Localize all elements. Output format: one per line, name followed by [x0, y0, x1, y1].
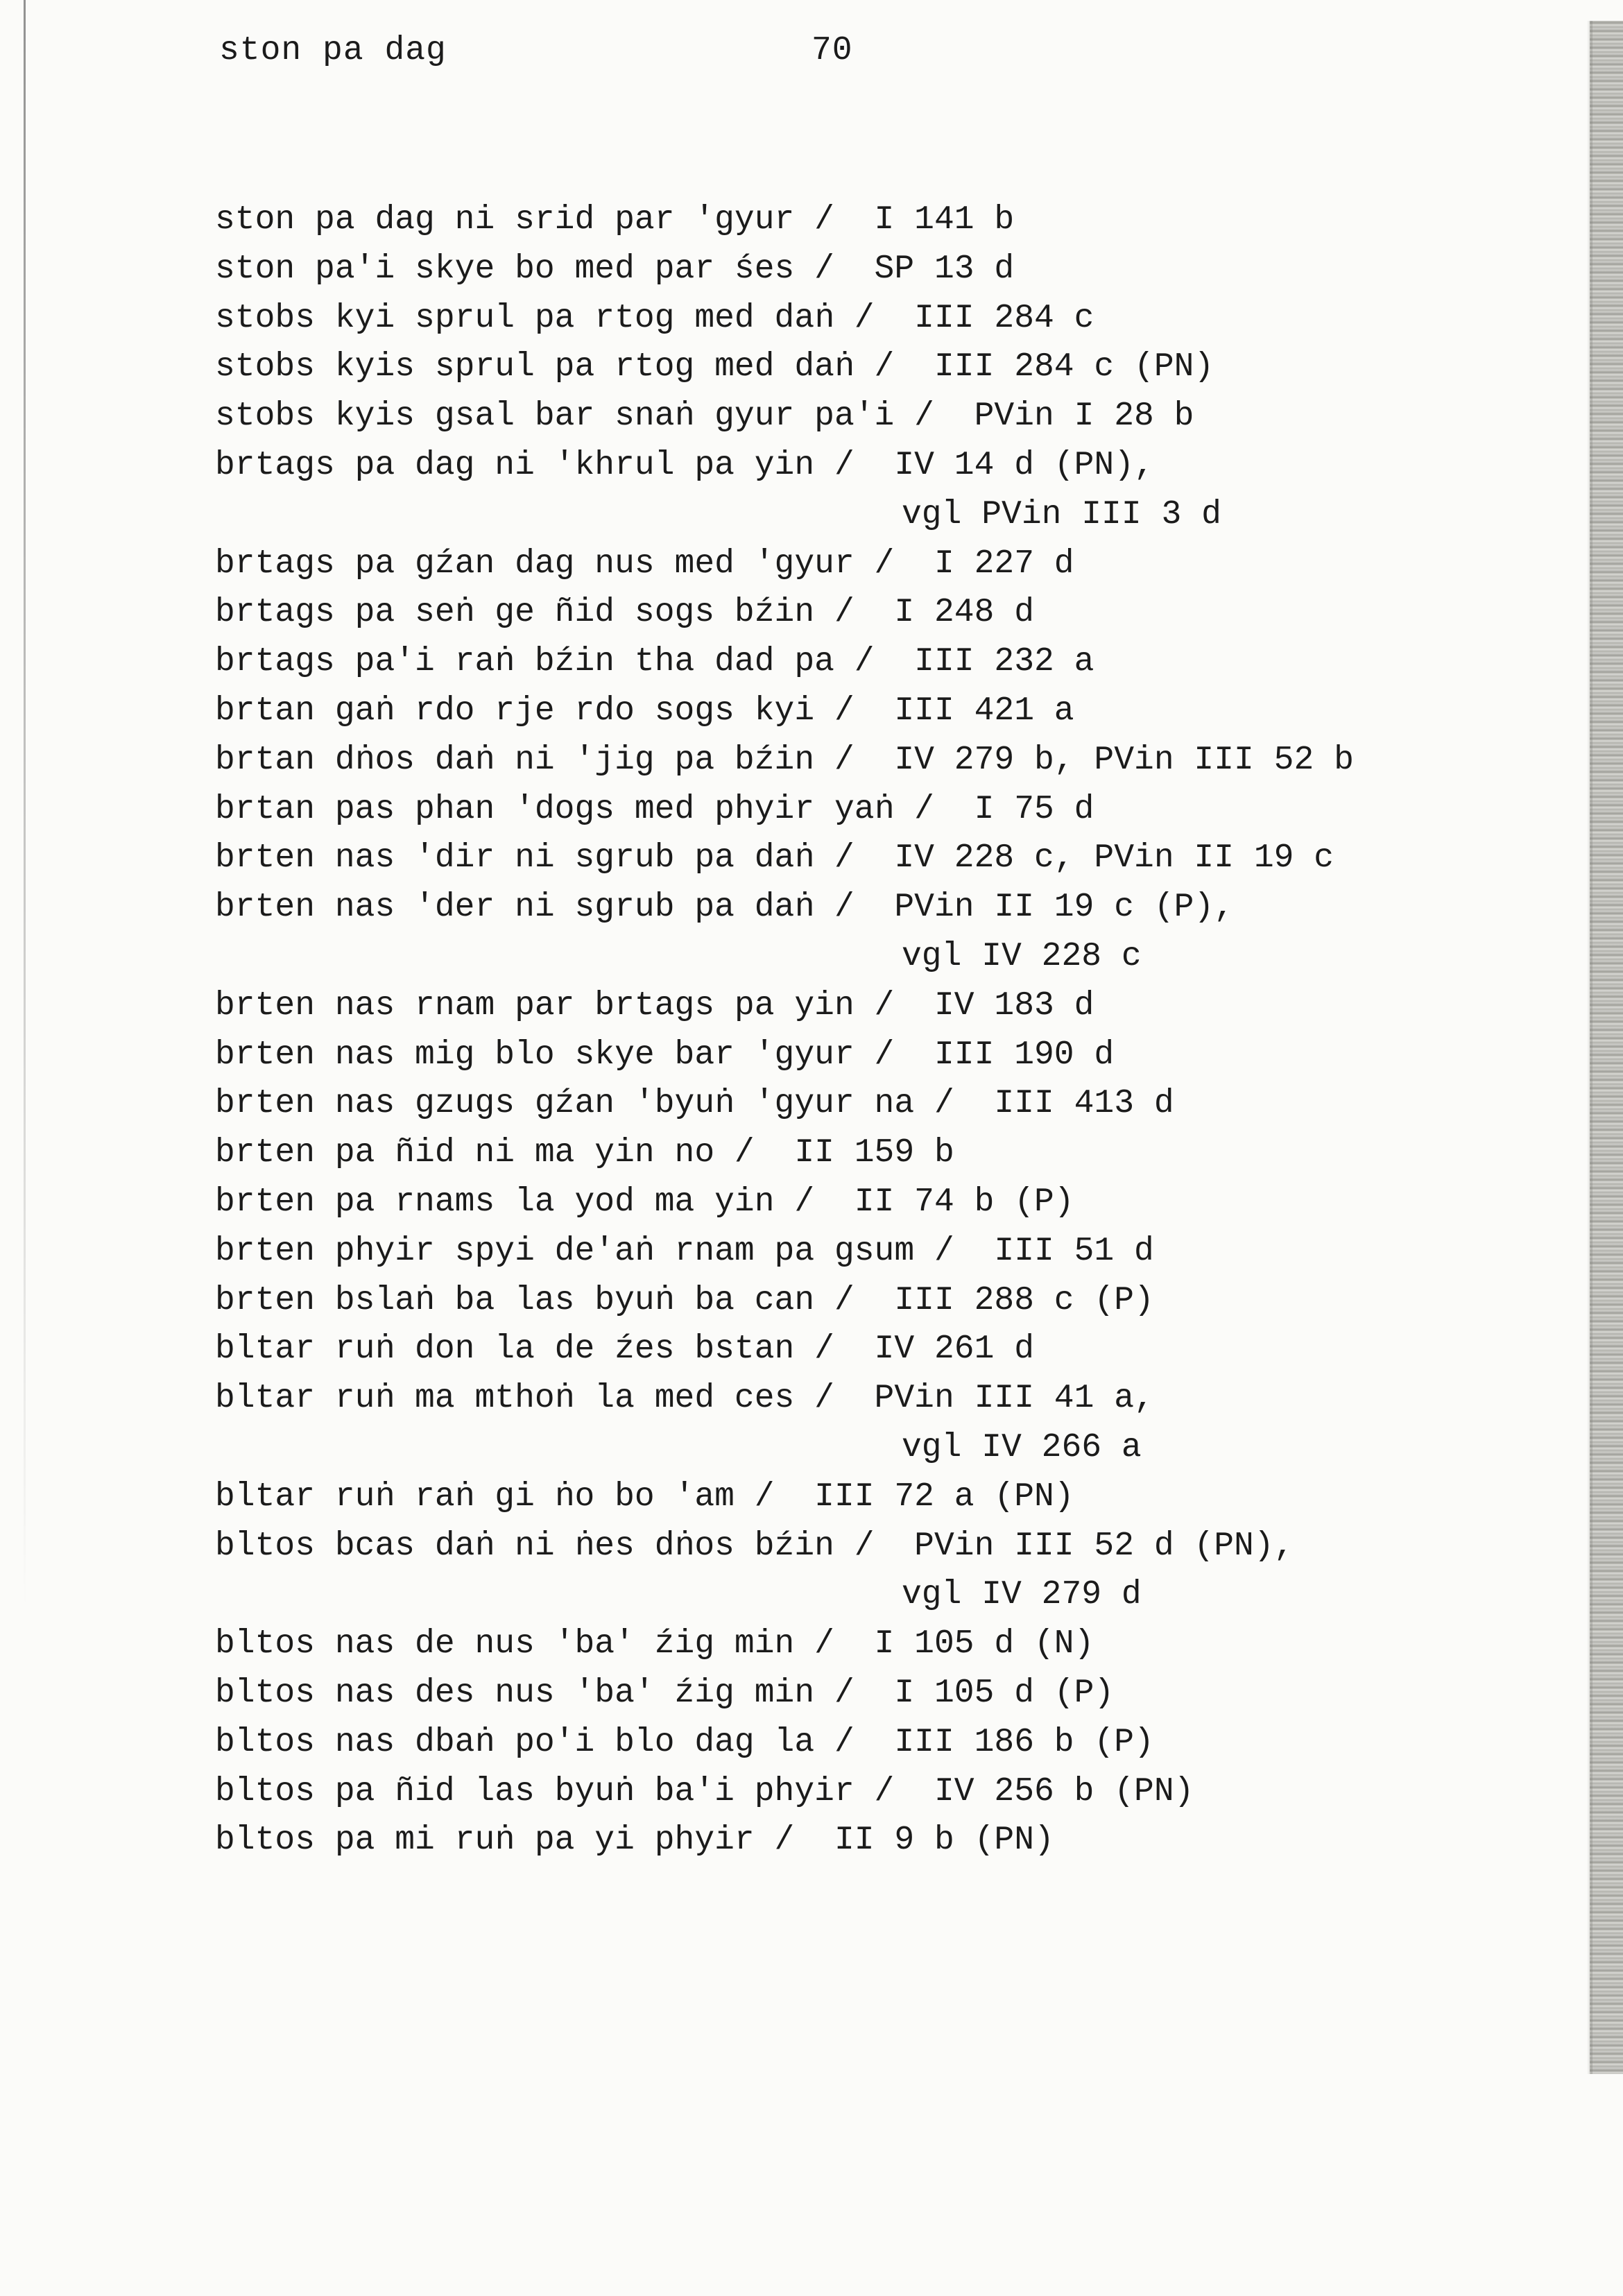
- entry-text: brten nas 'der ni sgrub pa daṅ / PVin II 19 c (P),: [215, 889, 1235, 927]
- entry-text: stobs kyis sprul pa rtog med daṅ / III 284 c (PN): [215, 348, 1214, 386]
- index-entry: [215, 1620, 1533, 1669]
- entry-continuation: [215, 932, 1533, 982]
- entry-text: ston pa'i skye bo med par śes / SP 13 d: [215, 250, 1015, 288]
- entry-text: ston pa dag ni srid par 'gyur / I 141 b: [215, 201, 1015, 239]
- entry-text: brten nas gzugs gźan 'byuṅ 'gyur na / III 413 d: [215, 1085, 1174, 1123]
- index-entry: [215, 687, 1533, 736]
- index-entry: [215, 834, 1533, 883]
- entry-text: brtan pas phan 'dogs med phyir yaṅ / I 75 d: [215, 790, 1094, 828]
- page-left-edge: [24, 0, 26, 2296]
- entry-text: brten nas mig blo skye bar 'gyur / III 190 d: [215, 1036, 1115, 1074]
- index-entry: [215, 785, 1533, 834]
- index-entry: [215, 343, 1533, 392]
- entry-text: bltar ruṅ ma mthoṅ la med ces / PVin III 41 a,: [215, 1380, 1154, 1418]
- entry-text: bltos nas de nus 'ba' źig min / I 105 d (N): [215, 1625, 1094, 1663]
- entry-text: brtags pa dag ni 'khrul pa yin / IV 14 d (PN),: [215, 446, 1154, 484]
- entry-continuation: [215, 1423, 1533, 1473]
- entry-text: bltar ruṅ don la de źes bstan / IV 261 d: [215, 1330, 1034, 1369]
- entry-text: brtags pa gźan dag nus med 'gyur / I 227 d: [215, 545, 1074, 583]
- page-number: 70: [812, 32, 853, 69]
- index-entry: [215, 637, 1533, 687]
- index-entry: [215, 441, 1533, 490]
- entry-text: bltos nas dbaṅ po'i blo dag la / III 186 b (P): [215, 1723, 1154, 1761]
- running-title: ston pa dag: [219, 32, 447, 69]
- entry-text: stobs kyi sprul pa rtog med daṅ / III 284 c: [215, 299, 1094, 337]
- index-entry: [215, 245, 1533, 294]
- entry-text: brten bslaṅ ba las byuṅ ba can / III 288 c (P): [215, 1281, 1154, 1319]
- entry-text: stobs kyis gsal bar snaṅ gyur pa'i / PVin I 28 b: [215, 397, 1194, 436]
- index-entry: [215, 196, 1533, 245]
- index-entry: [215, 883, 1533, 932]
- index-entry: [215, 540, 1533, 589]
- entry-text: bltos nas des nus 'ba' źig min / I 105 d (P): [215, 1674, 1115, 1712]
- index-entry: [215, 1079, 1533, 1129]
- entry-text: brtan gaṅ rdo rje rdo sogs kyi / III 421 a: [215, 692, 1074, 730]
- index-entry: [215, 1669, 1533, 1718]
- entry-continuation-text: vgl IV 279 d: [902, 1576, 1142, 1614]
- index-entry: [215, 1473, 1533, 1522]
- index-entry: [215, 1178, 1533, 1227]
- scan-right-edge: [1590, 21, 1623, 2074]
- index-entry: [215, 294, 1533, 343]
- index-entry: [215, 1522, 1533, 1571]
- entry-text: brten nas rnam par brtags pa yin / IV 183 d: [215, 986, 1094, 1025]
- entry-text: bltos pa ñid las byuṅ ba'i phyir / IV 256 b (PN): [215, 1772, 1194, 1810]
- entry-text: bltar ruṅ raṅ gi ṅo bo 'am / III 72 a (PN): [215, 1477, 1074, 1516]
- index-entry: [215, 1718, 1533, 1767]
- entry-text: brten nas 'dir ni sgrub pa daṅ / IV 228 c, PVin II 19 c: [215, 839, 1334, 877]
- entry-text: bltos bcas daṅ ni ṅes dṅos bźin / PVin III 52 d (PN),: [215, 1527, 1294, 1565]
- entry-text: brtan dṅos daṅ ni 'jig pa bźin / IV 279 b, PVin III 52 b: [215, 741, 1354, 779]
- index-entry: [215, 1816, 1533, 1865]
- index-entry: [215, 588, 1533, 637]
- index-entry: [215, 1325, 1533, 1374]
- index-entry: [215, 736, 1533, 785]
- index-entry: [215, 982, 1533, 1031]
- entry-continuation-text: vgl PVin III 3 d: [902, 495, 1221, 533]
- entry-text: bltos pa mi ruṅ pa yi phyir / II 9 b (PN): [215, 1822, 1054, 1860]
- entry-text: brten pa rnams la yod ma yin / II 74 b (P): [215, 1183, 1074, 1221]
- index-entry: [215, 1031, 1533, 1080]
- entry-text: brten phyir spyi de'aṅ rnam pa gsum / III 51 d: [215, 1232, 1154, 1270]
- entry-text: brtags pa'i raṅ bźin tha dad pa / III 232 a: [215, 643, 1094, 681]
- index-entry: [215, 1374, 1533, 1423]
- index-entry: [215, 1129, 1533, 1178]
- index-entry: [215, 1276, 1533, 1326]
- entry-text: brtags pa seṅ ge ñid sogs bźin / I 248 d: [215, 594, 1034, 632]
- index-entries: [215, 196, 1533, 1865]
- index-entry: [215, 392, 1533, 441]
- index-entry: [215, 1767, 1533, 1817]
- entry-continuation: [215, 490, 1533, 540]
- entry-text: brten pa ñid ni ma yin no / II 159 b: [215, 1134, 954, 1172]
- entry-continuation-text: vgl IV 266 a: [902, 1428, 1142, 1466]
- entry-continuation-text: vgl IV 228 c: [902, 937, 1142, 975]
- entry-continuation: [215, 1570, 1533, 1620]
- index-entry: [215, 1227, 1533, 1276]
- scan-right-edge-shadow: [1587, 21, 1592, 2074]
